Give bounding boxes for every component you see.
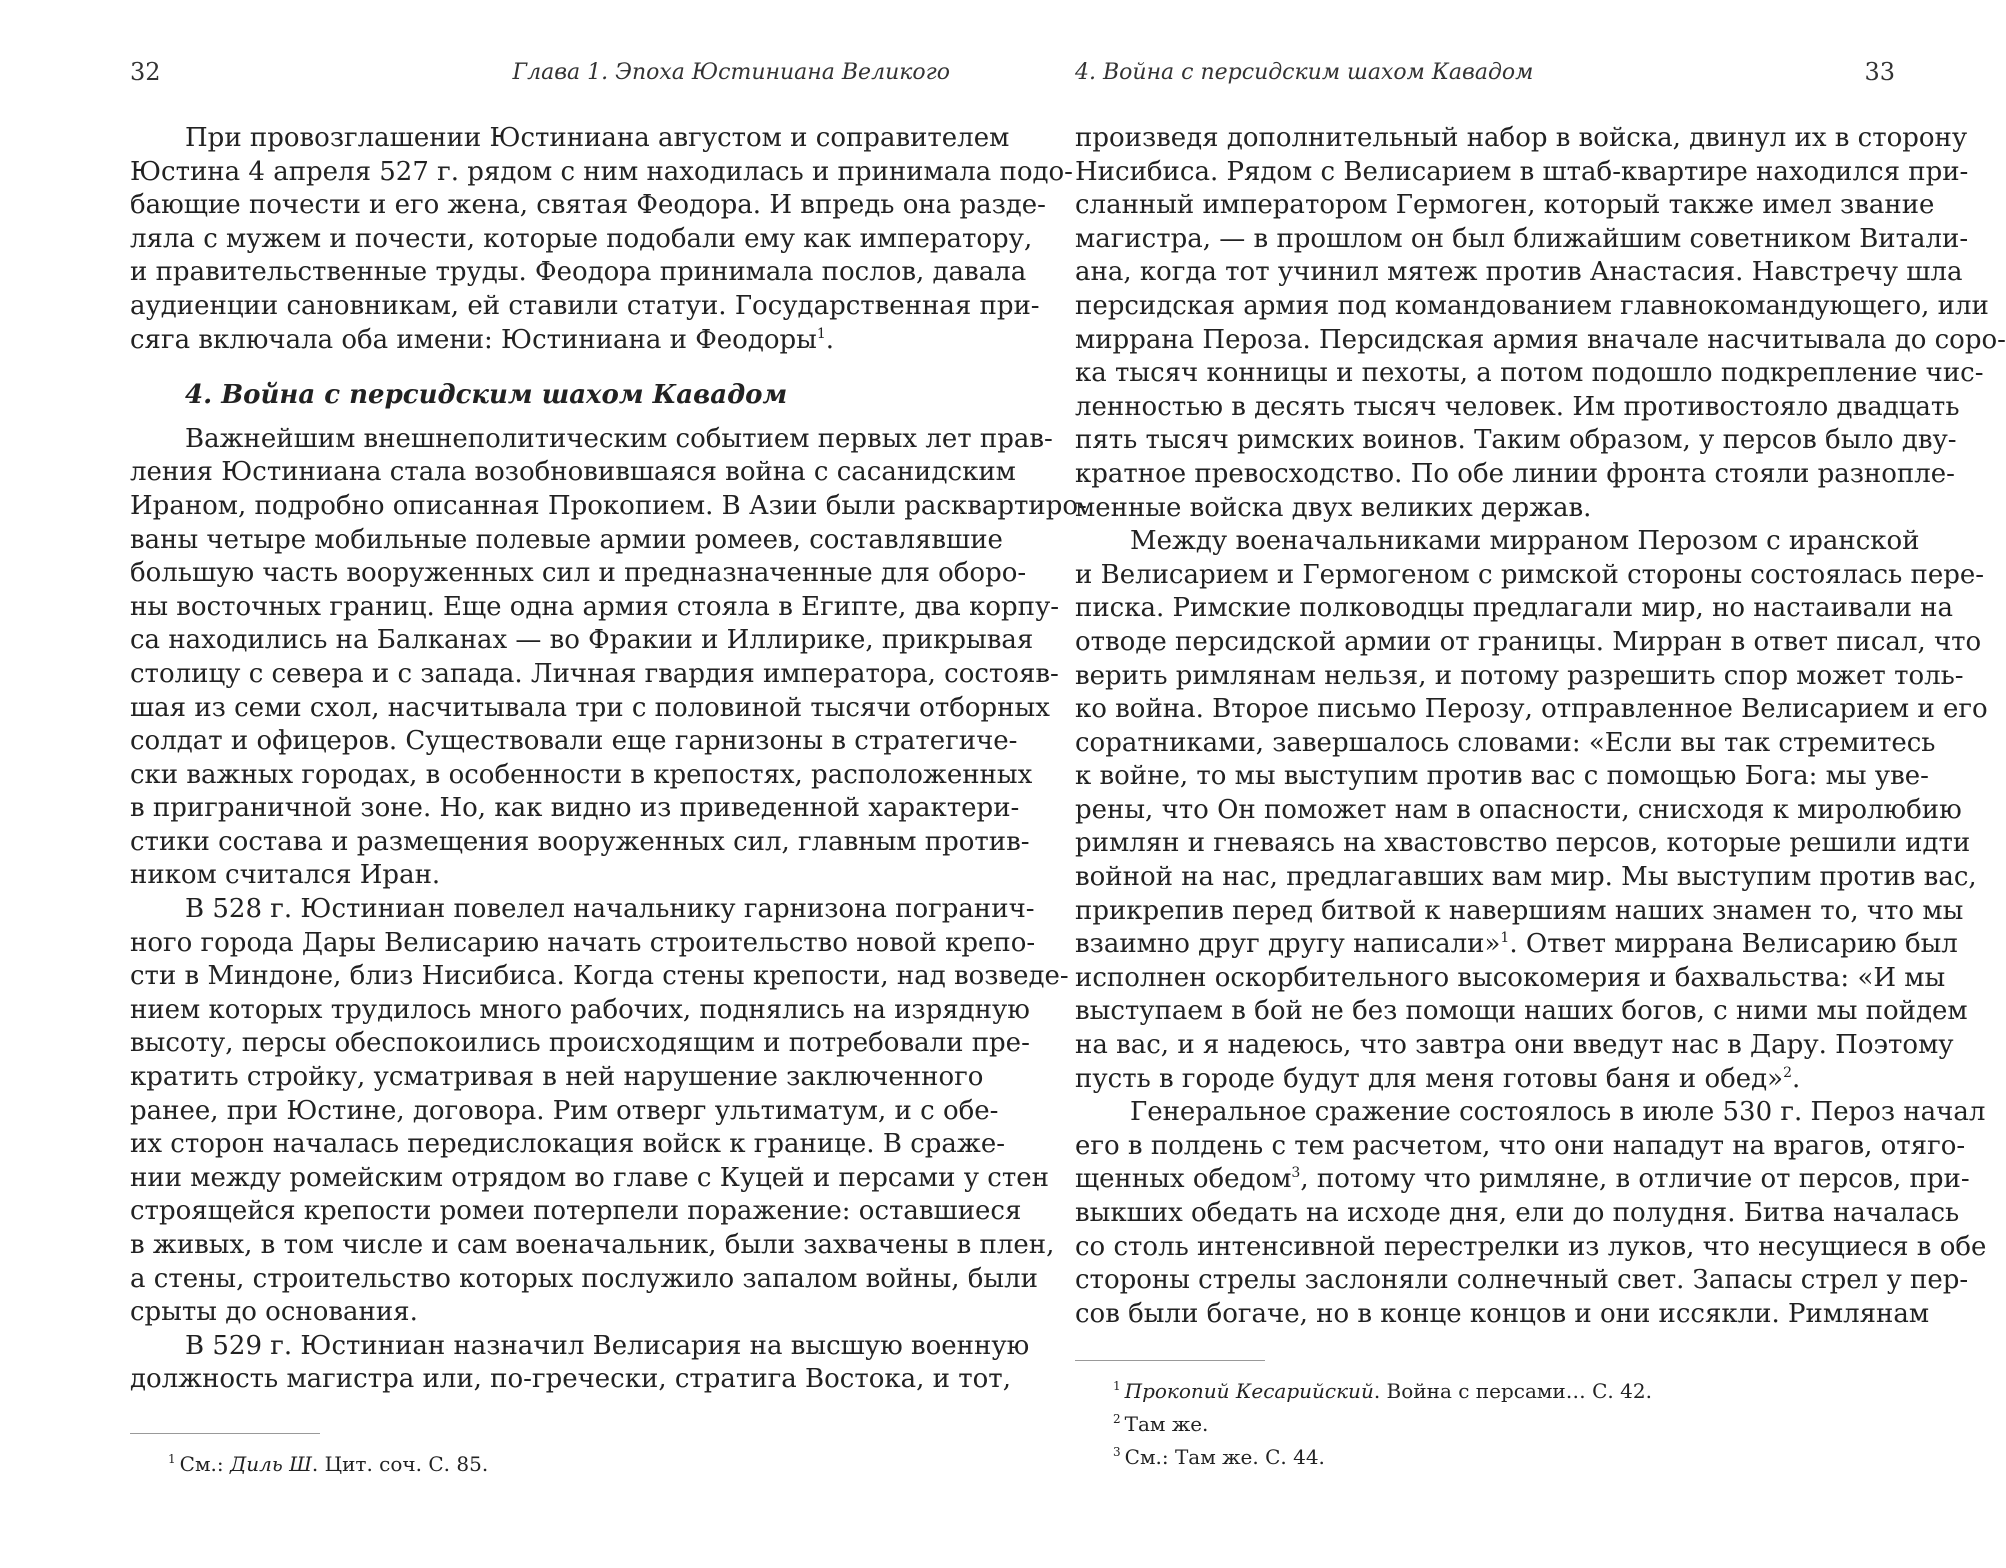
text-line: аудиенции сановникам, ей ставили статуи. Государственная при- [130, 290, 1040, 321]
page-number: 33 [1864, 58, 1895, 86]
text-line: солдат и офицеров. Существовали еще гарнизоны в стратегиче- [130, 726, 1018, 757]
text-line: са находились на Балканах — во Фракии и Иллирике, прикрывая [130, 625, 1034, 656]
text-line: их сторон началась передислокация войск к границе. В сраже- [130, 1129, 1005, 1160]
text-line: шая из семи схол, насчитывала три с половиной тысячи отборных [130, 692, 1050, 723]
text-line: и Велисарием и Гермогеном с римской стороны состоялась пере- [1075, 559, 1985, 590]
footnote-text: Там же. [1124, 1412, 1209, 1436]
spacer [130, 357, 950, 379]
text-line: войной на нас, предлагавших вам мир. Мы выступим против вас, [1075, 862, 1977, 893]
text-fragment: . [1792, 1063, 1801, 1094]
text-line: ранее, при Юстине, договора. Рим отверг ультиматум, и с обе- [130, 1095, 999, 1126]
footnote-divider [1075, 1360, 1265, 1361]
text-line: соратниками, завершалось словами: «Если вы так стремитесь [1075, 727, 1936, 758]
text-line: выступаем в бой не без помощи наших богов, с ними мы пойдем [1075, 996, 1968, 1027]
footnote-author: Прокопий Кесарийский [1124, 1379, 1374, 1403]
text-line: и правительственные труды. Феодора принимала послов, давала [130, 257, 1027, 288]
text-fragment: . [825, 324, 835, 355]
text-line: выкших обедать на исходе дня, ели до полудня. Битва началась [1075, 1198, 1960, 1228]
text-line: срыты до основания. [130, 1297, 418, 1328]
footnote-ref: 1 [1500, 930, 1510, 947]
text-line: пять тысяч римских воинов. Таким образом, у персов было дву- [1075, 425, 1957, 456]
text-line: сов были богаче, но в конце концов и они иссякли. Римлянам [1075, 1298, 1930, 1329]
text-line: персидская армия под командованием главнокомандующего, или [1075, 290, 1989, 321]
text-line: нием которых трудилось много рабочих, поднялись на изрядную [130, 994, 1030, 1025]
text-line: столицу с севера и с запада. Личная гвардия императора, состояв- [130, 658, 1059, 689]
text-line: произведя дополнительный набор в войска, двинул их в сторону [1075, 123, 1968, 153]
footnote-ref: 3 [1291, 1165, 1301, 1182]
text-line: стики состава и размещения вооруженных сил, главным против- [130, 826, 1030, 857]
section-heading: 4. Война с персидским шахом Кавадом [185, 380, 788, 411]
left-page [130, 0, 1087, 1568]
text-line: кратное превосходство. По обе линии фронта стояли разнопле- [1075, 458, 1955, 489]
text-line: ка тысяч конницы и пехоты, а потом подошло подкрепление чис- [1075, 358, 1984, 389]
text-line [1075, 1063, 1895, 1097]
text-line: римлян и гневаясь на хвастовство персов, которые решили идти [1075, 828, 1971, 859]
text-fragment: щенных обедом [1075, 1164, 1292, 1195]
running-title: 4. Война с персидским шахом Кавадом [1075, 60, 1534, 85]
text-line: стороны стрелы заслоняли солнечный свет. Запасы стрел у пер- [1075, 1265, 1969, 1296]
text-fragment: , потому что римляне, в отличие от персов, при- [1300, 1164, 1970, 1195]
text-line: в живых, в том числе и сам военачальник, были захвачены в плен, [130, 1230, 1055, 1260]
footnote-number: 3 [1113, 1445, 1121, 1459]
text-line: менные войска двух великих держав. [1075, 492, 1592, 523]
text-line: Юстина 4 апреля 527 г. рядом с ним находилась и принимала подо- [130, 156, 1073, 187]
footnote-ref: 1 [816, 325, 826, 342]
right-page-body [1075, 122, 2006, 1331]
text-line: прикрепив перед битвой к навершиям наших знамен то, что мы [1075, 895, 1964, 926]
text-line: Между военачальниками мирраном Перозом с иранской [1130, 526, 1920, 557]
footnote-number: 1 [1113, 1379, 1121, 1393]
text-line: верить римлянам нельзя, и потому разрешить спор может толь- [1075, 660, 1964, 691]
text-line: большую часть вооруженных сил и предназначенные для оборо- [130, 558, 1027, 589]
footnote-text: . Цит. соч. С. 85. [311, 1452, 489, 1476]
footnote-divider [130, 1433, 320, 1434]
text-line: исполнен оскорбительного высокомерия и бахвальства: «И мы [1075, 962, 1946, 993]
right-page [1075, 0, 2006, 1568]
footnote [130, 1448, 950, 1481]
left-page-body [130, 122, 1087, 1397]
text-line: миррана Пероза. Персидская армия вначале насчитывала до соро- [1075, 324, 2006, 355]
footnote [1075, 1408, 1895, 1441]
text-line: сти в Миндоне, близ Нисибиса. Когда стены крепости, над возведе- [130, 961, 1069, 992]
page-number: 32 [130, 58, 161, 86]
text-line: ски важных городах, в особенности в крепостях, расположенных [130, 759, 1033, 790]
text-line: ваны четыре мобильные полевые армии ромеев, составлявшие [130, 524, 1003, 555]
text-line: ленностью в десять тысяч человек. Им противостояло двадцать [1075, 391, 1960, 422]
text-line: ляла с мужем и почести, которые подобали ему как императору, [130, 223, 1033, 254]
running-title: Глава 1. Эпоха Юстиниана Великого [512, 60, 950, 85]
text-line: к войне, то мы выступим против вас с помощью Бога: мы уве- [1075, 761, 1929, 792]
footnote-author: Диль Ш [229, 1452, 312, 1476]
text-line: высоту, персы обеспокоились происходящим и потребовали пре- [130, 1028, 1030, 1059]
text-line: В 529 г. Юстиниан назначил Велисария на высшую военную [185, 1330, 1030, 1361]
text-line [1075, 1163, 1970, 1197]
left-page-header [130, 58, 950, 98]
footnote [1075, 1375, 1895, 1408]
footnote-text: . Война с персами… С. 42. [1373, 1379, 1652, 1403]
text-line: Важнейшим внешнеполитическим событием первых лет прав- [185, 423, 1053, 454]
text-line: в приграничной зоне. Но, как видно из приведенной характери- [130, 793, 1020, 824]
text-line: должность магистра или, по-гречески, стратига Востока, и тот, [130, 1364, 1011, 1395]
text-line: нии между ромейским отрядом во главе с Куцей и персами у стен [130, 1162, 1049, 1193]
text-line: ления Юстиниана стала возобновившаяся война с сасанидским [130, 457, 1016, 488]
footnote-number: 2 [1113, 1412, 1121, 1426]
spacer [130, 413, 950, 423]
text-line: Ираном, подробно описанная Прокопием. В Азии были расквартиро- [130, 490, 1087, 521]
text-line: ником считался Иран. [130, 860, 441, 891]
text-line: ны восточных границ. Еще одна армия стояла в Египте, два корпу- [130, 591, 1060, 622]
text-line [130, 324, 950, 358]
text-line: строящейся крепости ромеи потерпели поражение: оставшиеся [130, 1196, 1022, 1227]
text-line: его в полдень с тем расчетом, что они нападут на врагов, отяго- [1075, 1130, 1966, 1161]
text-line: бающие почести и его жена, святая Феодора. И впредь она разде- [130, 190, 1046, 221]
footnotes [130, 1448, 950, 1481]
text-line: рены, что Он поможет нам в опасности, снисходя к миролюбию [1075, 794, 1962, 825]
footnote-ref: 2 [1783, 1064, 1793, 1081]
text-fragment: пусть в городе будут для меня готовы баня и обед» [1075, 1063, 1784, 1094]
text-line: ана, когда тот учинил мятеж против Анастасия. Навстречу шла [1075, 257, 1963, 288]
text-line: Нисибиса. Рядом с Велисарием в штаб-квартире находился при- [1075, 156, 1969, 187]
footnote [1075, 1441, 1895, 1474]
text-fragment: сяга включала оба имени: Юстиниана и Феодоры [130, 324, 817, 355]
text-fragment: . Ответ миррана Велисарию был [1509, 929, 1958, 960]
text-line: кратить стройку, усматривая в ней нарушение заключенного [130, 1062, 984, 1093]
text-fragment: взаимно друг другу написали» [1075, 929, 1501, 960]
footnotes [1075, 1375, 1895, 1474]
text-line: магистра, — в прошлом он был ближайшим советником Витали- [1075, 223, 1969, 254]
text-line: ко война. Второе письмо Перозу, отправленное Велисарием и его [1075, 694, 1988, 725]
text-line [1075, 928, 1958, 962]
text-line: отводе персидской армии от границы. Мирран в ответ писал, что [1075, 626, 1982, 657]
text-line: ного города Дары Велисарию начать строительство новой крепо- [130, 927, 1036, 958]
right-page-header [1075, 58, 1895, 98]
text-line: В 528 г. Юстиниан повелел начальнику гарнизона погранич- [185, 894, 1035, 925]
text-line: Генеральное сражение состоялось в июле 530 г. Пероз начал [1130, 1097, 1986, 1128]
text-line: на вас, и я надеюсь, что завтра они введут нас в Дару. Поэтому [1075, 1030, 1954, 1061]
text-line: писка. Римские полководцы предлагали мир, но настаивали на [1075, 593, 1953, 624]
footnote-number: 1 [168, 1452, 176, 1466]
text-line: сланный императором Гермоген, который также имел звание [1075, 190, 1935, 221]
footnote-text: См.: Там же. С. 44. [1124, 1445, 1325, 1469]
text-line: При провозглашении Юстиниана августом и соправителем [185, 123, 1010, 153]
footnote-text: См.: [179, 1452, 230, 1476]
text-line: со столь интенсивной перестрелки из луков, что несущиеся в обе [1075, 1231, 1987, 1262]
text-line: а стены, строительство которых послужило запалом войны, были [130, 1263, 1038, 1294]
